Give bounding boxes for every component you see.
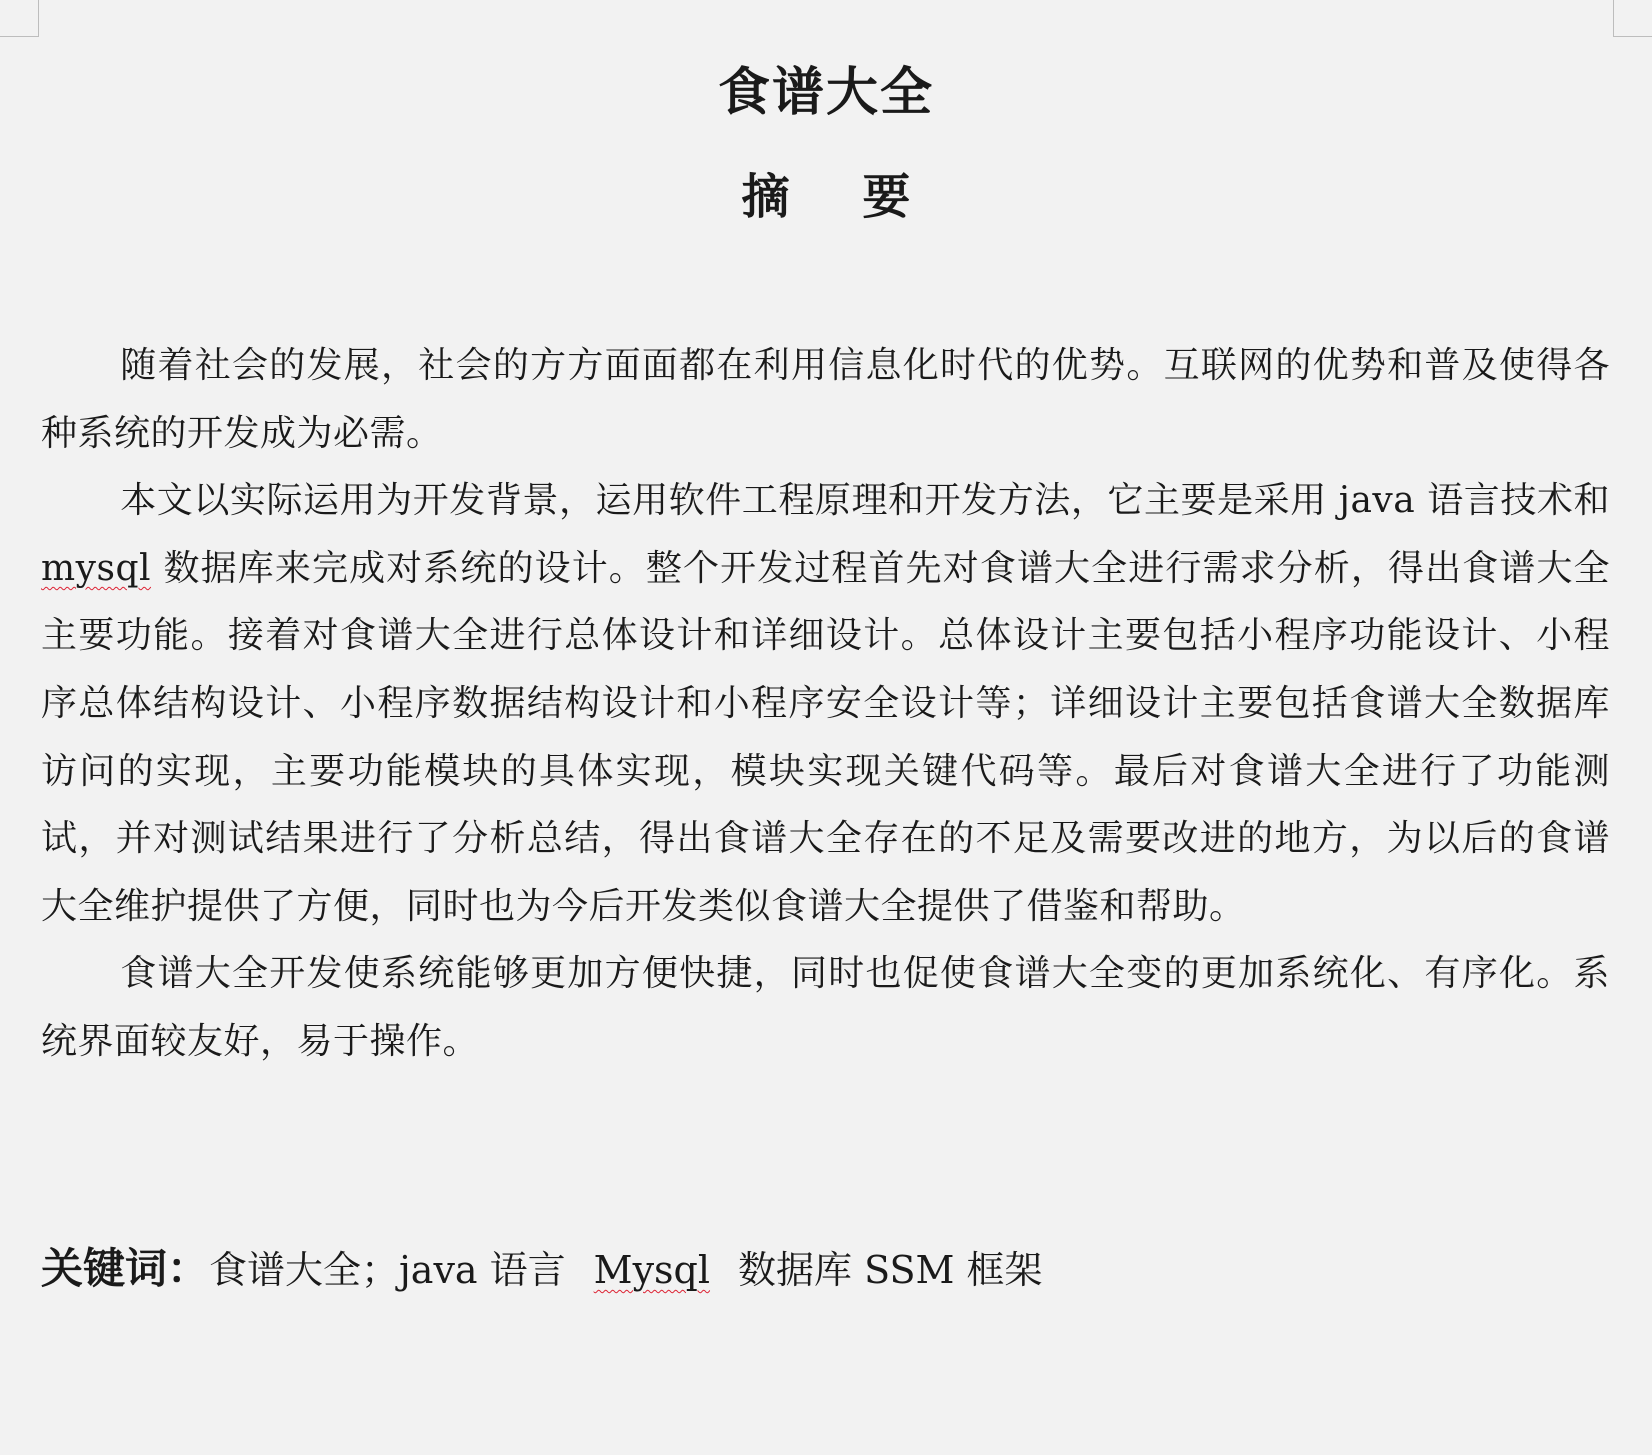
spellcheck-flagged-word: mysql bbox=[41, 547, 152, 589]
keywords-flagged-word: Mysql bbox=[593, 1248, 711, 1292]
crop-mark-top-left bbox=[0, 0, 39, 37]
document-title: 食谱大全 bbox=[717, 63, 934, 123]
keywords-part-1: 食谱大全；java 语言 bbox=[209, 1248, 566, 1292]
abstract-body bbox=[41, 332, 1610, 1076]
abstract-paragraph-2 bbox=[41, 467, 1610, 940]
keywords-part-2: 数据库 SSM 框架 bbox=[738, 1248, 1043, 1292]
abstract-heading: 摘 要 bbox=[741, 169, 939, 225]
crop-mark-top-right bbox=[1613, 0, 1652, 37]
paragraph-2-text-before: 本文以实际运用为开发背景，运用软件工程原理和开发方法，它主要是采用 java 语言技术和 bbox=[120, 480, 1610, 522]
keywords-line bbox=[41, 1234, 1610, 1305]
keywords-label: 关键词： bbox=[41, 1244, 210, 1293]
paragraph-2-text-after: 数据库来完成对系统的设计。整个开发过程首先对食谱大全进行需求分析，得出食谱大全主要功能。接着对食谱大全进行总体设计和详细设计。总体设计主要包括小程序功能设计、小程序总体结构设计、小程序数据结构设计和小程序安全设计等；详细设计主要包括食谱大全数据库访问的实现，主要功能模块的具体实现，模块实现关键代码等。最后对食谱大全进行了功能测试，并对测试结果进行了分析总结，得出食谱大全存在的不足及需要改进的地方，为以后的食谱大全维护提供了方便，同时也为今后开发类似食谱大全提供了借鉴和帮助。 bbox=[41, 547, 1610, 927]
abstract-paragraph-3: 食谱大全开发使系统能够更加方便快捷，同时也促使食谱大全变的更加系统化、有序化。系统界面较友好，易于操作。 bbox=[41, 953, 1610, 1062]
abstract-paragraph-1: 随着社会的发展，社会的方方面面都在利用信息化时代的优势。互联网的优势和普及使得各种系统的开发成为必需。 bbox=[41, 345, 1610, 454]
